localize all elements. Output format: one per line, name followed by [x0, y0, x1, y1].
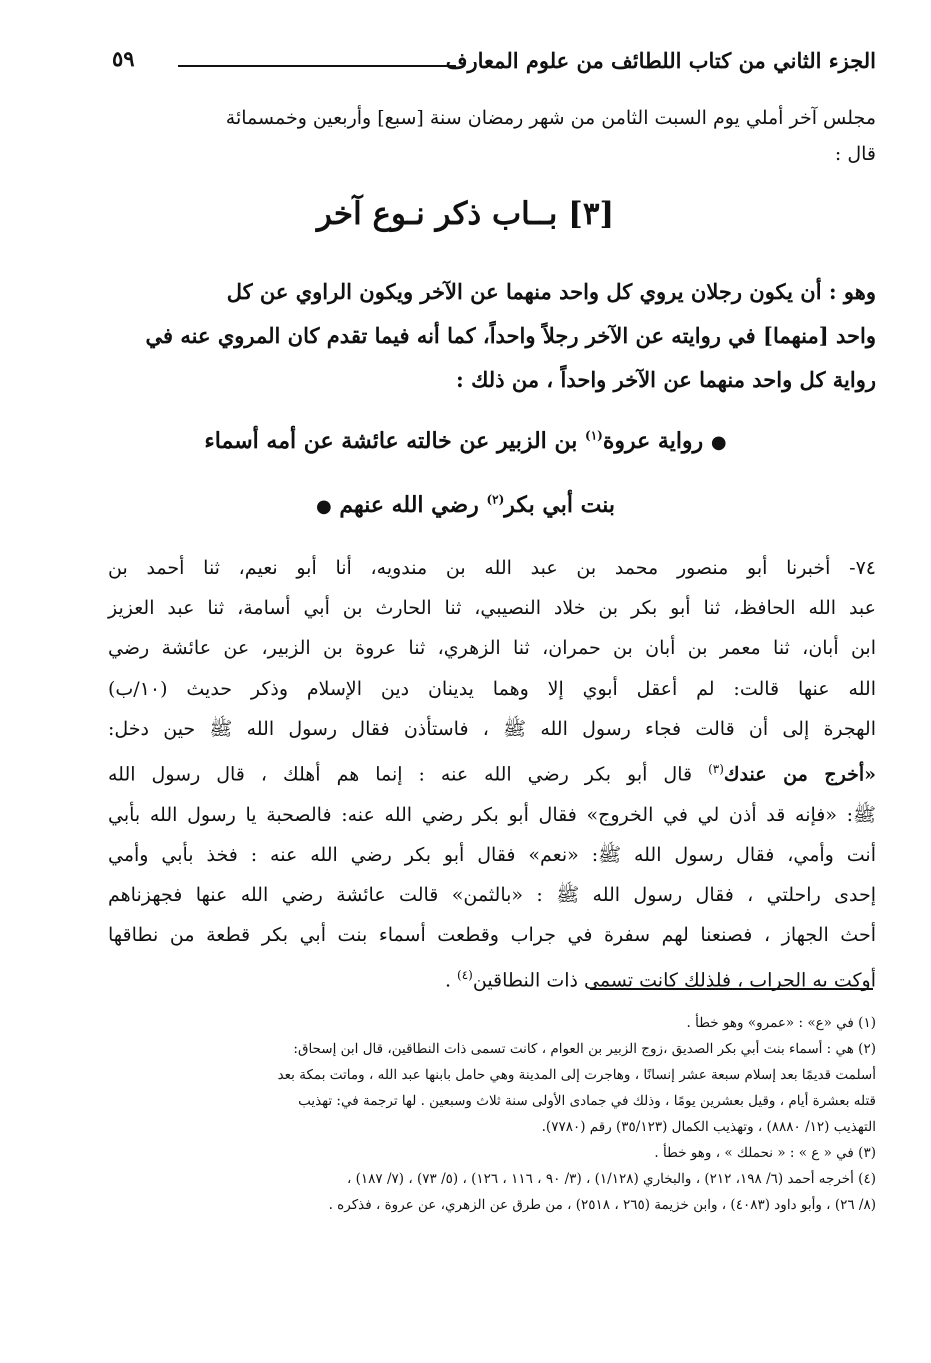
hadith-line: أنت وأمي، فقال رسول الله ﷺ: «نعم» فقال أبو بكر رضي الله عنه : فخذ بأبي وأمي	[108, 843, 876, 866]
footnote-ref[interactable]: (١)	[585, 428, 603, 443]
footnote-3: (٣) في « ع » : « نحملك » ، وهو خطأ .	[654, 1145, 876, 1161]
hadith-line: ابن أبان، ثنا معمر بن أبان بن حمران، ثنا الزهري، ثنا عروة بن الزبير، عن عائشة رضي	[108, 637, 876, 660]
hadith-line: أحث الجهاز ، فصنعنا لهم سفرة في جراب وقطعت أسماء بنت أبي بكر قطعة من نطاقها	[108, 924, 876, 947]
footnotes	[112, 1010, 876, 1218]
footnote-2-cont: التهذيب (١٢/ ٨٨٨٠) ، وتهذيب الكمال (٣٥/١٢٣) رقم (٧٧٨٠).	[541, 1119, 876, 1135]
footnote-ref[interactable]: (٢)	[486, 492, 505, 507]
hadith-text-span: .	[444, 969, 458, 992]
subheading-text: رضي الله عنهم	[339, 492, 487, 518]
footnote-ref[interactable]: (٣)	[708, 762, 724, 777]
intro-line: رواية كل واحد منهما عن الآخر واحداً ، من ذلك :	[456, 367, 876, 392]
hadith-line: ﷺ: «فإنه قد أذن لي في الخروج» فقال أبو بكر رضي الله عنه: فالصحبة يا رسول الله بأبي	[108, 803, 876, 826]
chapter-heading: [٣] بــاب ذكر نـوع آخر	[316, 196, 615, 232]
bullet-icon: ●	[316, 496, 332, 517]
intro-line: وهو : أن يكون رجلان يروي كل واحد منهما عن الآخر ويكون الراوي عن كل	[226, 279, 876, 304]
footnote-2-cont: أسلمت قديمًا بعد إسلام سبعة عشر إنسانًا ، وهاجرت إلى المدينة وهي حامل بابنها عبد الله ، وماتت بمكة بعد	[277, 1067, 876, 1083]
footnote-4-cont: (٨/ ٢٦) ، وأبو داود (٤٠٨٣) ، وابن خزيمة (٢٦٥ ، ٢٥١٨) ، من طرق عن الزهري، عن عروة ، فذكره .	[328, 1197, 876, 1213]
hadith-line	[108, 749, 876, 795]
hadith-line: إحدى راحلتي ، فقال رسول الله ﷺ : «بالثمن» قالت عائشة رضي الله عنها فجهزناهم	[108, 883, 876, 906]
hadith-line: الله عنها قالت: لم أعقل أبوي إلا وهما يدينان دين الإسلام وذكر حديث (١٠/ب)	[108, 677, 876, 700]
subheading-text: بن الزبير عن خالته عائشة عن أمه أسماء	[204, 428, 585, 454]
intro-paragraph	[110, 270, 876, 402]
footnote-ref[interactable]: (٤)	[457, 968, 473, 983]
hadith-line: عبد الله الحافظ، ثنا أبو بكر بن خلاد النصيبي، ثنا الحارث بن أبي أسامة، ثنا عبد العزيز	[108, 597, 876, 620]
hadith-line: ٧٤- أخبرنا أبو منصور محمد بن عبد الله بن مندويه، أنا أبو نعيم، ثنا أحمد بن	[108, 557, 876, 579]
majlis-note	[120, 100, 876, 172]
bullet-icon: ●	[710, 432, 727, 453]
subheading-text: رواية عروة	[602, 428, 704, 454]
hadith-text	[108, 548, 876, 1001]
footnote-separator	[590, 988, 873, 990]
subheading-text: بنت أبي بكر	[504, 492, 615, 518]
prophet-quote: «أخرج من عندك	[723, 763, 876, 786]
hadith-text-span: قال أبو بكر رضي الله عنه : إنما هم أهلك ، قال رسول الله	[108, 763, 709, 786]
hadith-line: الهجرة إلى أن قالت فجاء رسول الله ﷺ ، فاستأذن فقال رسول الله ﷺ حين دخل:	[108, 717, 876, 740]
hadith-line	[108, 955, 876, 1001]
footnote-1: (١) في «ع» : «عمرو» وهو خطأ .	[686, 1015, 876, 1031]
page-header	[112, 42, 876, 82]
majlis-line: مجلس آخر أملي يوم السبت الثامن من شهر رمضان سنة [سبع] وأربعين وخمسمائة	[225, 107, 876, 129]
header-rule	[178, 65, 456, 67]
footnote-4: (٤) أخرجه أحمد (٦/ ١٩٨، ٢١٢) ، والبخاري (١/١٢٨) ، (٣/ ٩٠ ، ١١٦ ، ١٢٦) ، (٥/ ٧٣) ، (٧/ ١٨٧) ،	[346, 1171, 876, 1187]
footnote-2-cont: قتله بعشرة أيام ، وقيل بعشرين يومًا ، وذلك في جمادى الأولى سنة ثلاث وسبعين . لها ترجمة في: تهذيب	[298, 1093, 876, 1109]
narration-subheading	[0, 428, 931, 454]
majlis-line: قال :	[834, 143, 876, 165]
footnote-2: (٢) هي : أسماء بنت أبي بكر الصديق ،زوج الزبير بن العوام ، كانت تسمى ذات النطاقين، قال ابن إسحاق:	[293, 1041, 876, 1057]
hadith-text-span: أوكت به الجراب ، فلذلك كانت تسمى ذات النطاقين	[472, 969, 876, 992]
page-number: ٥٩	[112, 46, 135, 71]
running-title: الجزء الثاني من كتاب اللطائف من علوم المعارف	[445, 48, 876, 73]
narration-subheading	[0, 492, 931, 518]
intro-line: واحد [منهما] في روايته عن الآخر رجلاً واحداً، كما أنه فيما تقدم كان المروي عنه في	[145, 323, 876, 348]
